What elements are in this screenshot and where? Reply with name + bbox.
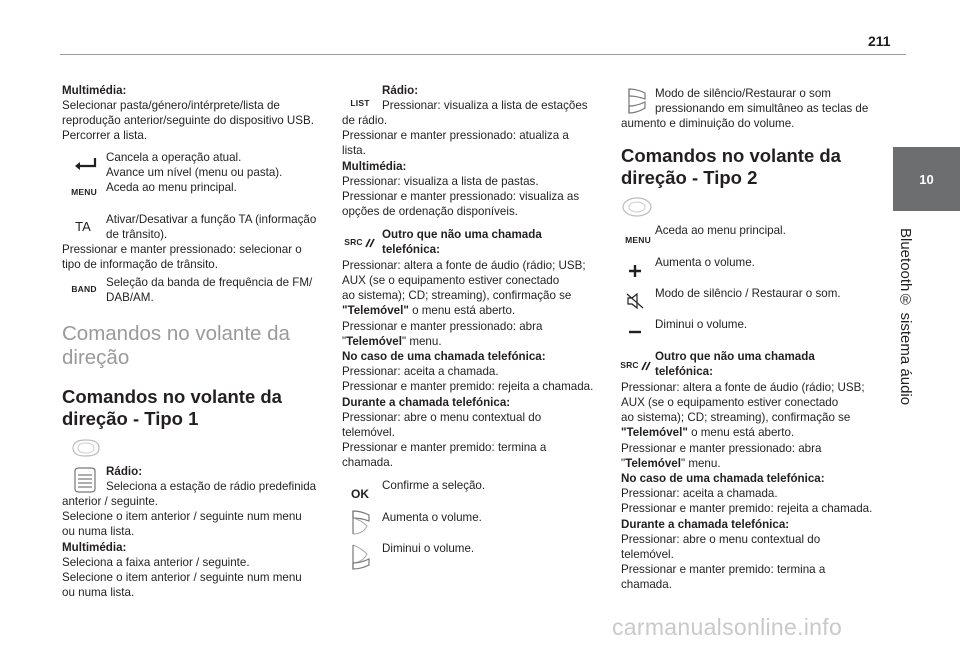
src-heading-2: telefónica:	[382, 243, 440, 256]
ta-text-1: Ativar/Desativar a função TA (informação	[106, 213, 317, 226]
multimedia-list-text-2: Pressionar e manter pressionado: visualiza as	[342, 190, 580, 203]
src-type2-text-4	[621, 426, 794, 441]
volume-down-icon	[344, 542, 376, 572]
during-text-3: Pressionar e manter premido: termina a	[342, 441, 547, 454]
multimedia-text-3: Percorrer a lista.	[62, 129, 148, 142]
return-arrow-icon	[72, 155, 100, 173]
mute-combo-icon	[622, 86, 652, 116]
telemovel-bold: "Telemóvel"	[342, 304, 409, 317]
src-text-3: ao sistema); CD; streaming), confirmação se	[342, 289, 572, 302]
src-label: SRC	[344, 237, 363, 247]
steering-control-type2-icon	[621, 196, 653, 218]
src-type2-text-3: ao sistema); CD; streaming), confirmação se	[621, 411, 851, 424]
multimedia2-text-3: ou numa lista.	[62, 586, 135, 599]
list-button-icon: LIST	[350, 98, 370, 108]
ta-button-icon: TA	[75, 218, 91, 234]
watermark: carmanualsonline.info	[612, 614, 843, 640]
src-type2-text-6-rest: " menu.	[680, 457, 721, 470]
volume-down-text: Diminui o volume.	[382, 542, 475, 555]
src-type2-text-2: AUX (se o equipamento estiver conectado	[621, 396, 839, 409]
band-button-icon: BAND	[71, 284, 97, 294]
during-text-1: Pressionar: abre o menu contextual do	[342, 411, 542, 424]
plus-icon	[626, 262, 644, 280]
section-title-1: Comandos no volante da	[62, 322, 290, 345]
src-type2-text-5: Pressionar e manter pressionado: abra	[621, 442, 822, 455]
chapter-title-text: Bluetooth® sistema áudio	[897, 228, 914, 406]
minus-icon	[626, 326, 644, 338]
menu-text: Aceda ao menu principal.	[106, 181, 237, 194]
src-text-4	[342, 304, 515, 319]
mute-text-3: aumento e diminuição do volume.	[621, 117, 795, 130]
radio-heading: Rádio:	[382, 84, 419, 97]
src-text-6-rest: " menu.	[401, 335, 442, 348]
multimedia-text-2: reprodução anterior/seguinte do dispositivo USB.	[62, 114, 314, 127]
call-type2-text-1: Pressionar: aceita a chamada.	[621, 487, 778, 500]
multimedia2-text-1: Seleciona a faixa anterior / seguinte.	[62, 556, 250, 569]
call-text-2: Pressionar e manter premido: rejeita a chamada.	[342, 380, 594, 393]
multimedia2-heading: Multimédia:	[62, 541, 127, 554]
multimedia-list-heading: Multimédia:	[342, 160, 407, 173]
radio-text-4: ou numa lista.	[62, 525, 135, 538]
during-type2-text-4: chamada.	[621, 578, 672, 591]
during-call-heading: Durante a chamada telefónica:	[342, 396, 511, 409]
ta-text-3: Pressionar e manter pressionado: selecionar o	[62, 243, 302, 256]
menu-button-icon-type2: MENU	[625, 235, 651, 245]
telemovel-bold-2: Telemóvel	[346, 335, 402, 348]
src-text-1: Pressionar: altera a fonte de áudio (rádio; USB;	[342, 259, 586, 272]
src-text-2: AUX (se o equipamento estiver conectado	[342, 274, 560, 287]
mute-text-1: Modo de silêncio/Restaurar o som	[655, 87, 831, 100]
type2-title-2: direção - Tipo 2	[621, 167, 758, 188]
during-type2-text-2: telemóvel.	[621, 548, 674, 561]
src-type2-text-1: Pressionar: altera a fonte de áudio (rádio; USB;	[621, 381, 865, 394]
ok-button-icon: OK	[351, 487, 369, 501]
quote: "	[342, 335, 347, 348]
ta-text-2: de trânsito).	[106, 228, 168, 241]
telemovel-bold-type2: "Telemóvel"	[621, 426, 688, 439]
return-text-2: Avance um nível (menu ou pasta).	[106, 166, 283, 179]
multimedia-list-text-1: Pressionar: visualiza a lista de pastas.	[342, 175, 539, 188]
multimedia-heading: Multimédia:	[62, 84, 127, 97]
during-text-4: chamada.	[342, 456, 393, 469]
src-text-6	[342, 335, 442, 350]
src-text-5: Pressionar e manter pressionado: abra	[342, 320, 543, 333]
type2-title-1: Comandos no volante da	[621, 145, 841, 166]
src-phone-icon	[343, 234, 377, 250]
src-type2-text-6	[621, 457, 721, 472]
radio-text-3: Selecione o item anterior / seguinte num menu	[62, 510, 302, 523]
type1-title-1: Comandos no volante da	[62, 386, 282, 407]
radio-heading-type1: Rádio:	[106, 465, 143, 478]
src-label-type2: SRC	[620, 360, 639, 370]
band-text-2: DAB/AM.	[106, 291, 154, 304]
call-type2-text-2: Pressionar e manter premido: rejeita a chamada.	[621, 502, 873, 515]
ta-text-4: tipo de informação de trânsito.	[62, 258, 218, 271]
call-heading: No caso de uma chamada telefónica:	[342, 350, 546, 363]
src-heading-1: Outro que não uma chamada	[382, 228, 542, 241]
radio-list-text-2: de rádio.	[342, 114, 388, 127]
volume-up-text-type2: Aumenta o volume.	[655, 256, 755, 269]
radio-text-2: anterior / seguinte.	[62, 495, 159, 508]
mute-speaker-icon	[624, 291, 646, 311]
src-phone-icon-type2	[619, 357, 653, 373]
return-text-1: Cancela a operação atual.	[106, 151, 242, 164]
scroll-wheel-icon	[70, 466, 100, 494]
band-text-1: Seleção da banda de frequência de FM/	[106, 276, 313, 289]
menu-text-type2: Aceda ao menu principal.	[655, 224, 786, 237]
volume-down-text-type2: Diminui o volume.	[655, 318, 748, 331]
volume-up-text: Aumenta o volume.	[382, 511, 482, 524]
chapter-title	[897, 228, 927, 406]
radio-list-text-4: lista.	[342, 144, 366, 157]
call-text-1: Pressionar: aceita a chamada.	[342, 365, 499, 378]
mute-text-type2: Modo de silêncio / Restaurar o som.	[655, 287, 841, 300]
src-text-4-rest: o menu está aberto.	[408, 304, 516, 317]
multimedia-text-1: Selecionar pasta/género/intérprete/lista de	[62, 99, 280, 112]
telemovel-bold-type2-2: Telemóvel	[625, 457, 681, 470]
volume-up-icon	[344, 508, 376, 536]
during-call-heading-type2: Durante a chamada telefónica:	[621, 518, 790, 531]
section-title-2: direção	[62, 346, 130, 369]
radio-list-text-3: Pressionar e manter pressionado: atualiza a	[342, 129, 569, 142]
src-heading-type2-1: Outro que não uma chamada	[655, 350, 815, 363]
ok-text: Confirme a seleção.	[382, 479, 486, 492]
steering-control-type1-icon	[70, 438, 102, 458]
radio-text-1: Seleciona a estação de rádio predefinida	[106, 480, 317, 493]
page-number: 211	[868, 33, 891, 49]
quote-type2: "	[621, 457, 626, 470]
call-heading-type2: No caso de uma chamada telefónica:	[621, 472, 825, 485]
mute-text-2: pressionando em simultâneo as teclas de	[655, 102, 869, 115]
radio-list-text-1: Pressionar: visualiza a lista de estações	[382, 99, 588, 112]
src-heading-type2-2: telefónica:	[655, 365, 713, 378]
during-type2-text-3: Pressionar e manter premido: termina a	[621, 563, 826, 576]
menu-button-icon: MENU	[71, 187, 97, 197]
src-type2-text-4-rest: o menu está aberto.	[687, 426, 795, 439]
during-text-2: telemóvel.	[342, 426, 395, 439]
chapter-tab[interactable]: 10	[893, 147, 960, 211]
during-type2-text-1: Pressionar: abre o menu contextual do	[621, 533, 821, 546]
type1-title-2: direção - Tipo 1	[62, 408, 199, 429]
multimedia-list-text-3: opções de ordenação disponíveis.	[342, 205, 518, 218]
header-rule	[60, 54, 906, 55]
multimedia2-text-2: Selecione o item anterior / seguinte num menu	[62, 571, 302, 584]
